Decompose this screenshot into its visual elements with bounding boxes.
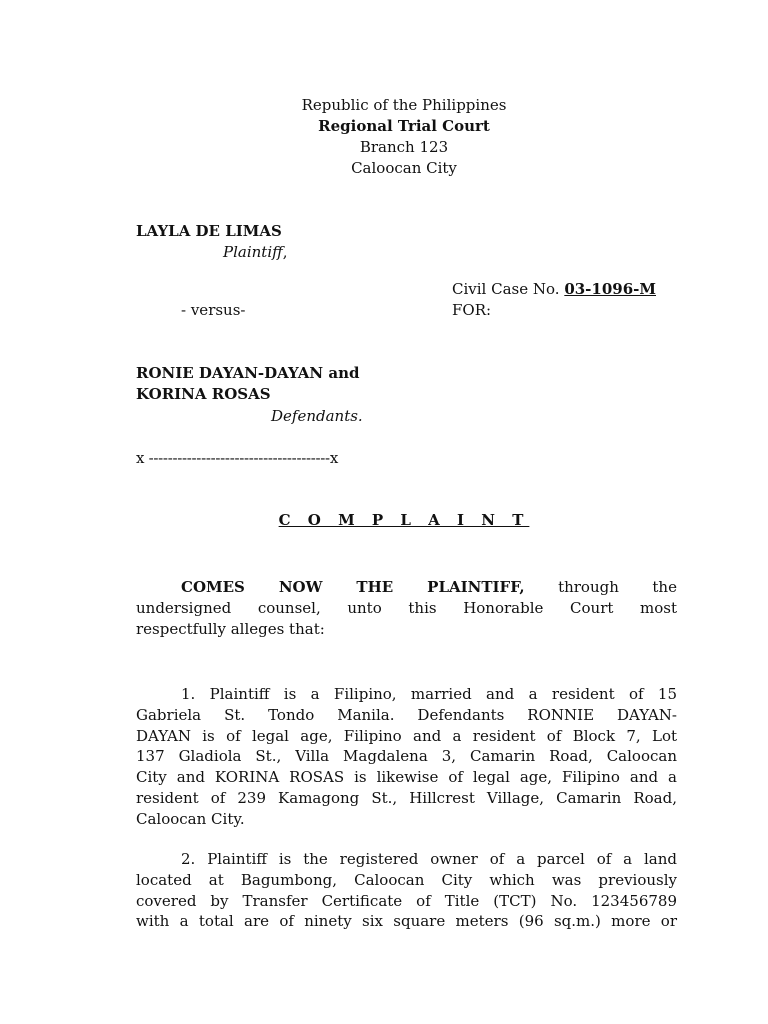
plaintiff-role [223,242,288,263]
paragraph-1-line-1: 1. Plaintiff is a Filipino, married and a resident of 15 [181,685,677,703]
paragraph-2-line-4: with a total are of ninety six square meters (96 sq.m.) more or [136,912,677,931]
caption-separator: x --------------------------------------x [136,449,338,467]
paragraph-1-line-3: DAYAN is of legal age, Filipino and a resident of Block 7, Lot [136,726,677,745]
defendants-line-1: RONIE DAYAN-DAYAN and [136,364,360,382]
paragraph-1-line-2: Gabriela St. Tondo Manila. Defendants RONNIE DAYAN- [136,705,677,724]
intro-line-3: respectfully alleges that: [136,619,325,638]
caption-branch: Branch 123 [359,138,449,156]
plaintiff-role-suffix: , [282,243,288,261]
caption-court: Regional Trial Court [318,117,490,135]
intro-line-2: undersigned counsel, unto this Honorable Court most [136,598,677,617]
case-for-label: FOR: [452,301,492,319]
versus-label: - versus- [181,301,246,319]
caption-republic: Republic of the Philippines [301,96,507,114]
case-number-label: Civil Case No. [452,280,565,298]
paragraph-2-line [136,849,677,870]
paragraph-2-line-2: located at Bagumbong, Caloocan City which was previously [136,870,677,889]
paragraph-2-line-1: 2. Plaintiff is the registered owner of a parcel of a land [181,850,677,868]
intro-line-1-rest: through the [558,578,677,596]
defendants-line-2: KORINA ROSAS [136,385,271,403]
plaintiff-name: LAYLA DE LIMAS [136,222,282,240]
document-title-text: C O M P L A I N T [278,511,530,529]
document-title [0,510,768,531]
defendants-role: Defendants. [271,407,363,425]
caption-city: Caloocan City [351,159,457,177]
paragraph-1 [136,684,677,830]
paragraph-1-line-6: resident of 239 Kamagong St., Hillcrest Village, Camarin Road, [136,788,677,807]
paragraph-1-line-4: 137 Gladiola St., Villa Magdalena 3, Camarin Road, Caloocan [136,747,677,766]
paragraph-2 [136,849,677,932]
case-number [452,279,656,300]
paragraph-2-line-3: covered by Transfer Certificate of Title (TCT) No. 123456789 [136,891,677,910]
case-number-value: 03-1096-M [564,280,656,298]
paragraph-1-line-7: Caloocan City. [136,809,245,828]
paragraph-1-line [136,684,677,705]
plaintiff-role-label: Plaintiff [223,243,283,261]
intro-paragraph [136,577,677,639]
intro-line-1 [136,577,677,598]
intro-bold-lead: COMES NOW THE PLAINTIFF, [181,578,525,596]
paragraph-1-line-5: City and KORINA ROSAS is likewise of legal age, Filipino and a [136,768,677,787]
